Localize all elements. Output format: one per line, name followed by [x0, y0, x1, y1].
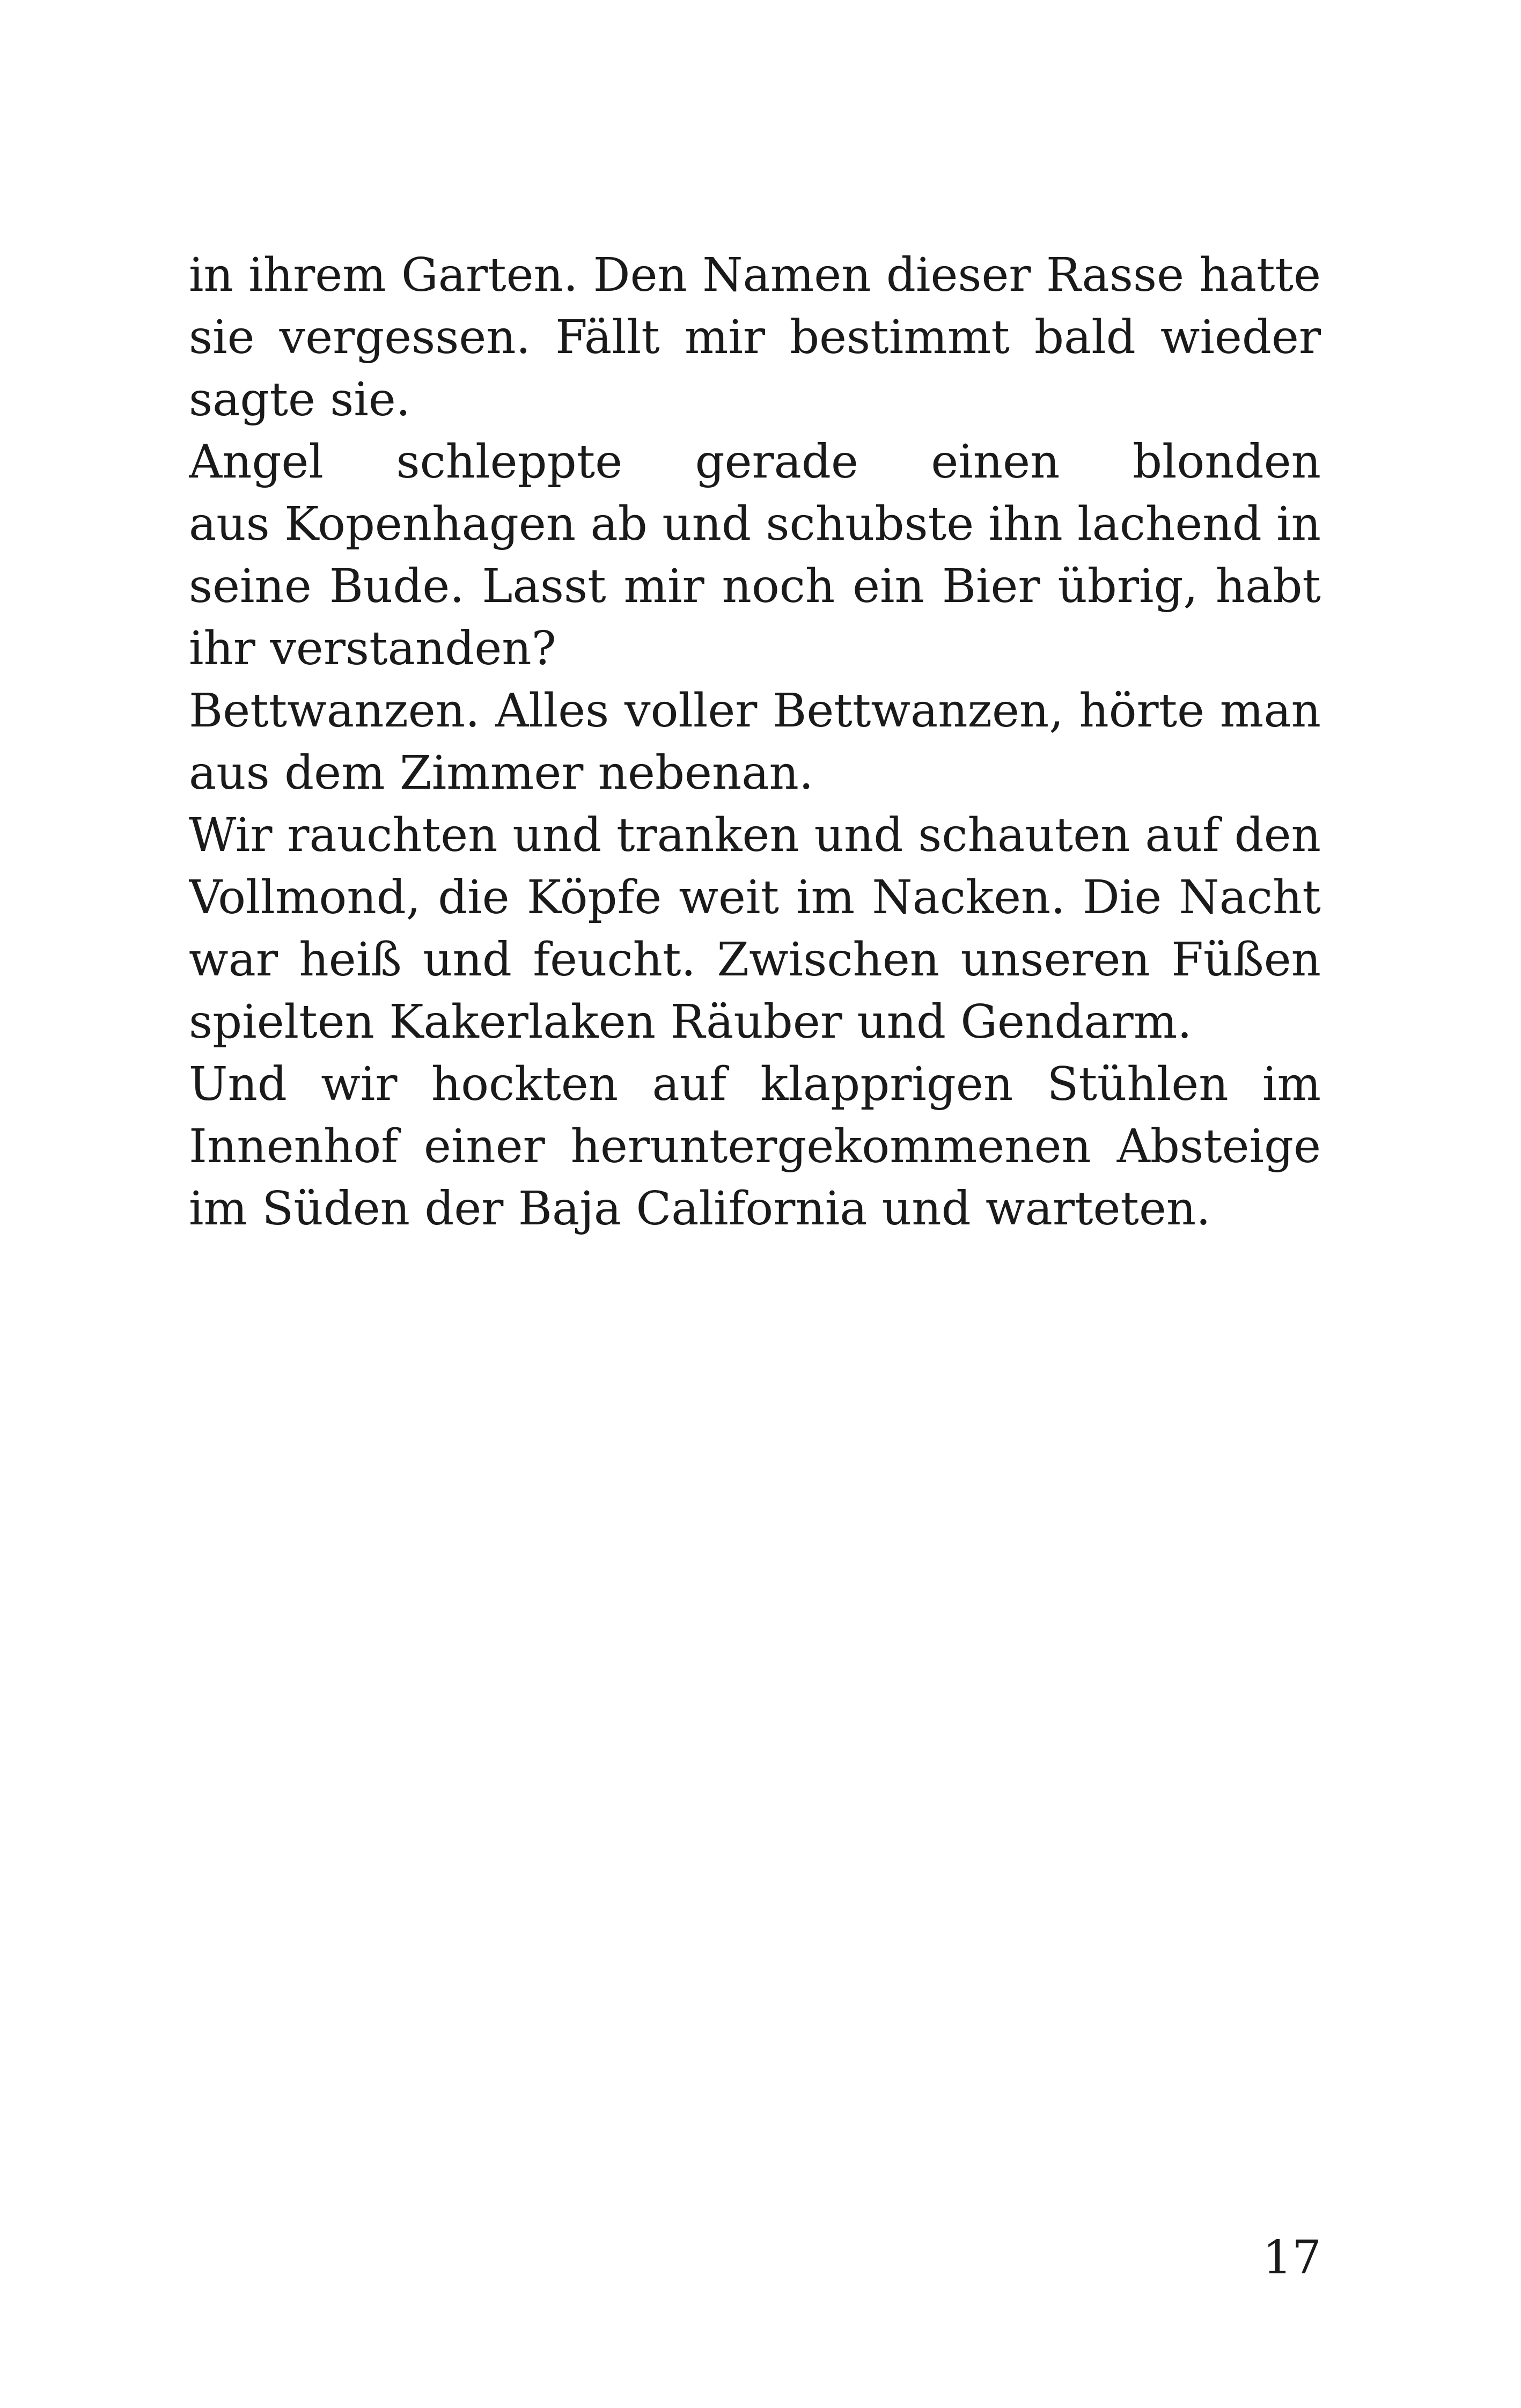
text-line: spielten Kakerlaken Räuber und Gendarm. [189, 995, 1192, 1049]
text-line: sagte sie. [189, 373, 411, 427]
text-line: in ihrem Garten. Den Namen dieser Rasse hatte [189, 248, 1321, 302]
text-line: Und wir hockten auf klapprigen Stühlen im [189, 1058, 1321, 1111]
text-line: sie vergessen. Fällt mir bestimmt bald wieder [189, 311, 1321, 364]
text-line: Angel schleppte gerade einen blonden [189, 435, 1321, 489]
text-line: war heiß und feucht. Zwischen unseren Füßen [189, 933, 1321, 987]
body-text [189, 244, 1321, 1240]
text-line: im Süden der Baja California und warteten. [189, 1182, 1211, 1236]
text-line: seine Bude. Lasst mir noch ein Bier übrig, habt [189, 560, 1321, 613]
page-number: 17 [1262, 2231, 1321, 2285]
text-line: Bettwanzen. Alles voller Bettwanzen, hörte man [189, 684, 1321, 738]
text-line: Wir rauchten und tranken und schauten auf den [189, 809, 1321, 862]
text-line: Vollmond, die Köpfe weit im Nacken. Die Nacht [189, 871, 1321, 924]
text-line: Innenhof einer heruntergekommenen Absteige [189, 1120, 1321, 1173]
text-line: aus dem Zimmer nebenan. [189, 746, 814, 800]
text-line: aus Kopenhagen ab und schubste ihn lachend in [189, 497, 1321, 551]
text-line: ihr verstanden? [189, 622, 556, 676]
